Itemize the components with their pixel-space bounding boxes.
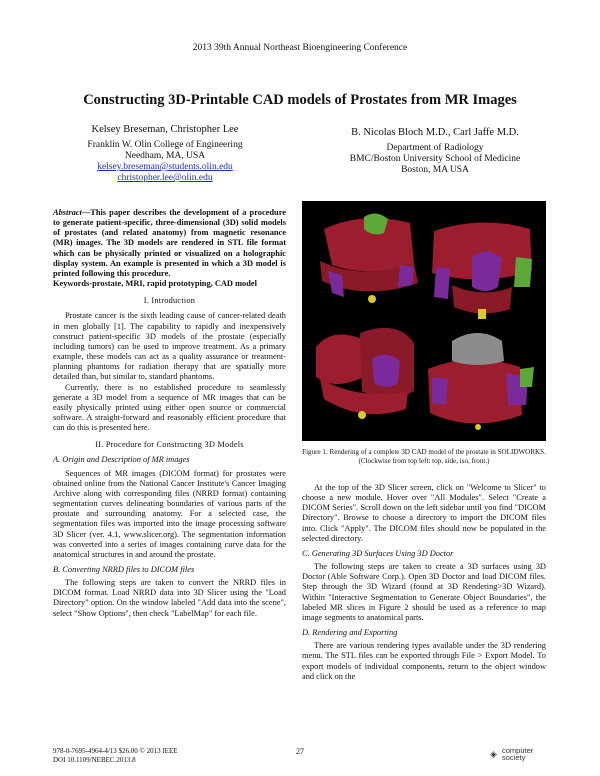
section-heading: II. Procedure for Constructing 3D Models bbox=[95, 440, 244, 450]
abstract-dash: — bbox=[81, 208, 91, 217]
author-block-left bbox=[35, 124, 295, 184]
affiliation: Franklin W. Olin College of Engineering bbox=[87, 140, 243, 150]
logo-text bbox=[502, 747, 533, 761]
subsection-heading: C. Generating 3D Surfaces Using 3D Doctor bbox=[302, 548, 454, 558]
abstract-text: This paper describes the development of a procedure to generate patient-specific, three-dimensional (3D) solid models of prostates (and related anatomy) from magnetic resonance (MR) images. The 3D models are rendered in STL file format which can be physically printed or visualized on a holographic display system. An example is presented in which a 3D model is printed following this procedure. bbox=[53, 208, 286, 278]
paragraph: The following steps are taken to convert the NRRD files in DICOM format. Load NRRD data into 3D Slicer using the "Load Directory" option. On the window labeled "Add data into the scene", select "Show Options", then check "LabelMap" for each file. bbox=[53, 578, 286, 618]
subsection-heading: D. Rendering and Exporting bbox=[302, 628, 398, 638]
subsection-heading: B. Converting NRRD files to DICOM files bbox=[53, 565, 195, 574]
paper-title: Constructing 3D-Printable CAD models of Prostates from MR Images bbox=[83, 92, 517, 108]
computer-society-logo bbox=[490, 741, 550, 765]
paragraph: Currently, there is no established procedure to seamlessly generate a 3D model from a sequence of MR images that can be easily physically printed using either open source or commercial software. A straight-forward and reasonably efficient procedure that can do this is presented here. bbox=[53, 382, 286, 433]
doi-line: DOI 10.1109/NEBEC.2013.8 bbox=[53, 756, 136, 764]
isbn-line: 978-0-7695-4964-4/13 $26.00 © 2013 IEEE bbox=[53, 747, 178, 755]
email-link[interactable]: christopher.lee@olin.edu bbox=[117, 173, 213, 183]
paragraph: The following steps are taken to create a 3D surfaces using 3D Doctor (Able Software Corp.). Open 3D Doctor and load DICOM files. Step through the 3D Wizard (found at 3D Rendering>3D Wizard). Within "Interactive Segmentation to Generate Object Boundaries", the labeled MR slices in Figure 2 should be used as a reference to map image segments to anatomical parts. bbox=[302, 562, 546, 622]
location: Boston, MA USA bbox=[401, 165, 469, 175]
page-number: 27 bbox=[296, 747, 304, 756]
author-names: B. Nicolas Bloch M.D., Carl Jaffe M.D. bbox=[351, 127, 519, 138]
author-names: Kelsey Breseman, Christopher Lee bbox=[91, 124, 239, 135]
paragraph: Prostate cancer is the sixth leading cause of cancer-related death in men globally [1]. The capability to rapidly and inexpensively construct patient-specific 3D models of the prostate (especially including tumors) can be used to improve treatment. As a primary example, these models can act as a quality assurance or treatment-planning phantoms for radiation therapy that are spatially more detailed than, but similar to, standard phantoms. bbox=[53, 311, 286, 382]
prostate-render-image bbox=[302, 201, 546, 441]
email-link[interactable]: kelsey.breseman@students.olin.edu bbox=[97, 162, 233, 172]
paragraph: There are various rendering types available under the 3D rendering menu. The STL files can be exported through File > Export Model. To export models of individual components, return to the object window and click on the bbox=[302, 641, 546, 681]
section-heading: I. Introduction bbox=[143, 296, 196, 306]
paragraph: Sequences of MR images (DICOM format) for prostates were obtained online from the National Cancer Institute's Cancer Imaging Archive along with corresponding files (NRRD format) containing segmentation curves delineating boundaries of various parts of the prostate and surrounding anatomy. For a selected case, the segmentation files was imported into the image processing software 3D Slicer (ver. 4.1, www.slicer.org). The segmentation information was converted into a series of images containing curve data for the anatomical structures in and around the prostate. bbox=[53, 468, 286, 559]
figure-prostate-renderings bbox=[302, 201, 546, 441]
author-block-right bbox=[305, 127, 565, 176]
paragraph: At the top of the 3D Slicer screen, click on "Welcome to Slicer" to choose a new module. Hover over "All Modules". Select "Create a DICOM Series". Scroll down on the left sidebar until you find "DICOM Directory". Browse to choose a directory to import the DICOM files into. Click "Apply". The DICOM files should now be populated in the selected directory. bbox=[302, 483, 546, 543]
abstract-lead: Abstract bbox=[53, 208, 82, 217]
figure-caption: Figure 1. Rendering of a complete 3D CAD model of the prostate in SOLIDWORKS. (Clockwise from top left: top, side, iso, front.) bbox=[302, 448, 546, 465]
logo-line: society bbox=[502, 753, 526, 762]
conference-header: 2013 39th Annual Northeast Bioengineering Conference bbox=[192, 43, 408, 53]
right-column bbox=[302, 483, 546, 682]
logo-mark-icon: ◈ bbox=[490, 749, 497, 759]
location: Needham, MA, USA bbox=[124, 151, 206, 161]
subsection-heading: A. Origin and Description of MR images bbox=[53, 455, 190, 465]
logo-line: computer bbox=[502, 746, 534, 755]
keywords: Keywords-prostate, MRI, rapid prototyping, CAD model bbox=[53, 279, 257, 289]
affiliation: BMC/Boston University School of Medicine bbox=[349, 154, 521, 164]
abstract bbox=[53, 208, 286, 279]
affiliation: Department of Radiology bbox=[386, 143, 484, 153]
left-column bbox=[53, 208, 286, 619]
